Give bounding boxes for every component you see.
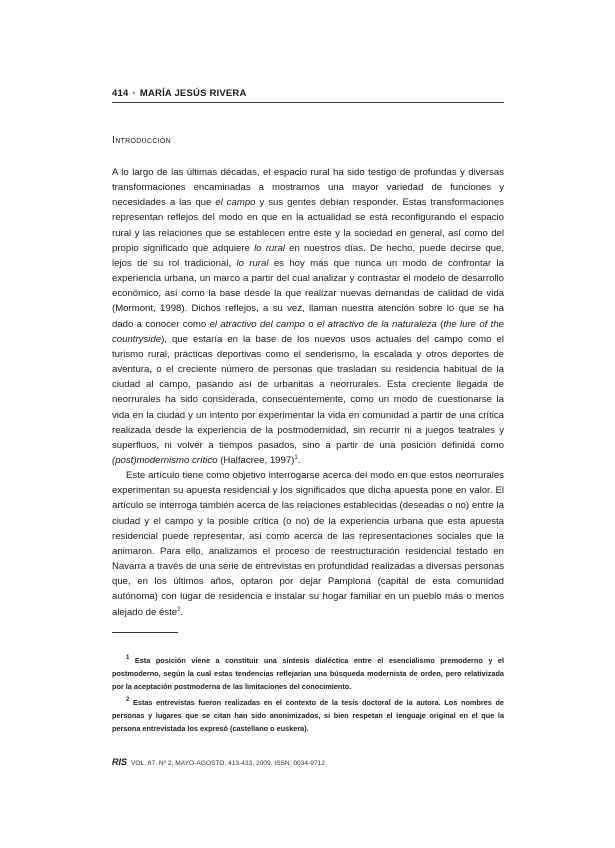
- italic-run: the lure of the countryside: [112, 318, 505, 345]
- footnote-ref-1[interactable]: 1: [294, 454, 298, 461]
- text-run: ), que estaría en la base de los nuevos usos actuales del campo como el turismo rural, prácticas deportivas como el senderismo, la escalada y otros deportes de aventura, o el creciente número de personas que trasladan su residencia habitual de la ciudad al campo, pasando así de urbanitas a neorrurales. Esta creciente llegada de neorrurales ha sido considerada, consecuentemente, como un modo de cuestionarse la vida en la ciudad y un intento por experimentar la vida en comunidad a partir de una crítica realizada desde la experiencia de la postmodernidad, sin recurrir ni a juegos teatrales y superfluos, ni volver a tiempos pasados, sino a partir de una posición definida como: [112, 333, 504, 451]
- footnote-ref-2[interactable]: 2: [177, 606, 181, 613]
- author-name: MARÍA JESÚS RIVERA: [139, 88, 247, 99]
- paragraph-2: [112, 468, 504, 620]
- footnote-number: 2: [126, 697, 130, 703]
- text-run: A lo largo de las últimas décadas, el espacio rural ha sido testigo de profundas y diversas transformaciones encaminadas a mostrarnos una mayor variedad de funciones y necesidades a las que: [112, 167, 504, 209]
- text-run: es hoy más que nunca un modo de confrontar la experiencia urbana, un marco a partir del cual analizar y contrastar el modelo de desarrollo económico, así como la base desde la que realizar nuevas demandas de calidad de vida (Mormont, 1998). Dichos reflejos, a su vez, llaman nuestra atención sobre lo que se ha dado a conocer como: [112, 257, 505, 330]
- italic-run: lo rural: [254, 242, 285, 254]
- footnote-1: [112, 654, 504, 693]
- text-run: (Halfacree, 1997): [217, 454, 295, 466]
- journal-citation: VOL. 67. Nº 2, MAYO-AGOSTO, 413-433, 2009. ISSN: 0034-9712: [131, 760, 325, 767]
- text-run: y sus gentes debían responder. Estas transformaciones representan reflejos del modo en que en la actualidad se está reconfigurando el espacio rural y las relaciones que se establecen entre éste y la sociedad en general, así como del propio significado que adquiere: [112, 197, 504, 254]
- footnote-text: Esta posición viene a constituir una síntesis dialéctica entre el esencialismo premoderno y el postmoderno, según la cual estas tendencias reflejarían una búsqueda modernista de orden, pero relativizada por la aceptación postmoderna de las limitaciones del conocimiento.: [112, 656, 504, 691]
- footnotes: [112, 654, 504, 738]
- header-separator: ·: [132, 88, 136, 99]
- section-title: Introducción: [112, 134, 172, 146]
- body-text: [112, 165, 504, 620]
- text-run: .: [297, 454, 301, 466]
- italic-run: el atractivo de la naturaleza: [316, 318, 437, 330]
- header-rule: [112, 102, 504, 103]
- page-number: 414: [112, 88, 129, 99]
- page-footer: [112, 757, 504, 767]
- italic-run: el campo: [215, 197, 256, 209]
- running-head: [112, 88, 504, 99]
- footnote-rule: [112, 632, 178, 633]
- text-run: o: [304, 318, 317, 330]
- footnote-2: [112, 696, 504, 735]
- footnote-number: 1: [126, 655, 130, 661]
- journal-abbrev: RIS: [112, 757, 128, 767]
- text-run: Este artículo tiene como objetivo interrogarse acerca del modo en que estos neorrurales experimentan su apuesta residencial y los significados que dicha apuesta pone en valor. El artículo se interroga también acerca de las relaciones establecidas (deseadas o no) entre la ciudad y el campo y la posible crítica (o no) de la experiencia urbana que esta apuesta residencial puede representar, así como acerca de las representaciones sociales que la animaron. Para ello, analizamos el proceso de reestructuración residencial testado en Navarra a través de una serie de entrevistas en profundidad realizadas a diversas personas que, en los últimos años, optaron por dejar Pamplona (capital de esta comunidad autónoma) con lugar de residencia e instalar su hogar familiar en un pueblo más o menos alejado de éste: [112, 470, 504, 618]
- text-run: en nuestros días. De hecho, puede decirse que, lejos de su rol tradicional,: [112, 242, 504, 269]
- italic-run: (post)modernismo crítico: [112, 454, 218, 466]
- footnote-text: Estas entrevistas fueron realizadas en el contexto de la tesis doctoral de la autora. Los nombres de personas y lugares que se citan han sido anonimizados, si bien respetan el lenguaje original en el que la persona entrevistada los expresó (castellano o euskera).: [112, 698, 504, 733]
- text-run: .: [180, 606, 184, 618]
- italic-run: lo rural: [236, 257, 269, 269]
- paragraph-1: [112, 165, 504, 468]
- italic-run: el atractivo del campo: [209, 318, 305, 330]
- text-run: (: [436, 318, 444, 330]
